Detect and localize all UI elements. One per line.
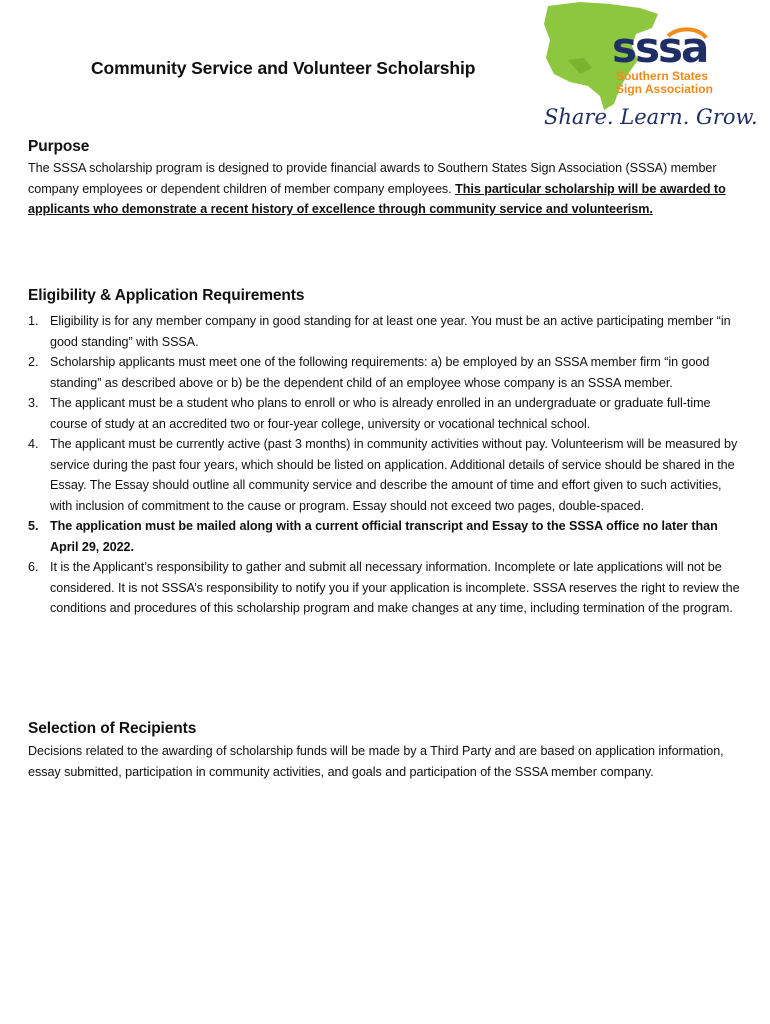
document-title: Community Service and Volunteer Scholarship	[91, 58, 476, 78]
logo-wordmark: sssa	[612, 23, 708, 72]
requirement-item: 6. It is the Applicant’s responsibility to gather and submit all necessary information. Incomplete or late applications will not be considered. It is not SSSA’s responsibility to notify you if your application is incomplete. SSSA reserves the right to review the conditions and procedures of this scholarship program and make changes at any time, including termination of the program.	[28, 560, 740, 615]
purpose-emphasis: This particular scholarship will be awarded to applicants who demonstrate a recent history of excellence through community service and volunteerism.	[28, 181, 726, 216]
logo-org-line2: Sign Association	[616, 82, 713, 96]
requirement-item: 4. The applicant must be currently active (past 3 months) in community activities without pay. Volunteerism will be measured by service during the past four years, which should be listed on application. Additional details of service should be shared in the Essay. The Essay should outline all community service and describe the amount of time and effort given to such activities, with inclusion of commitment to the cause or program. Essay should not exceed two pages, double-spaced.	[28, 437, 738, 513]
requirement-item: 2. Scholarship applicants must meet one of the following requirements: a) be employed by an SSSA member firm “in good standing” as described above or b) be the dependent child of an employee whose company is an SSSA member.	[28, 355, 710, 390]
logo-tagline: Share. Learn. Grow.	[544, 105, 758, 129]
requirement-item: 3. The applicant must be a student who plans to enroll or who is already enrolled in an undergraduate or graduate full-time course of study at an accredited two or four-year college, university or vocational technical school.	[28, 396, 711, 431]
sssa-logo	[540, 0, 758, 132]
requirement-item-deadline: 5. The application must be mailed along with a current official transcript and Essay to the SSSA office no later than April 29, 2022.	[28, 519, 718, 554]
logo-org-line1: Southern States	[616, 69, 709, 83]
purpose-heading: Purpose	[28, 138, 90, 155]
eligibility-heading: Eligibility & Application Requirements	[28, 287, 305, 304]
selection-heading: Selection of Recipients	[28, 720, 197, 737]
selection-paragraph: Decisions related to the awarding of scholarship funds will be made by a Third Party and are based on application information, essay submitted, participation in community activities, and goals and participation of the SSSA member company.	[28, 744, 724, 779]
requirement-item: 1. Eligibility is for any member company in good standing for at least one year. You must be an active participating member “in good standing” with SSSA.	[28, 314, 731, 349]
purpose-text: The SSSA scholarship program is designed to provide financial awards to Southern States Sign Association (SSSA) member company employees or dependent children of member company employees.	[28, 161, 717, 196]
requirements-list	[28, 311, 742, 619]
purpose-paragraph	[28, 158, 740, 220]
